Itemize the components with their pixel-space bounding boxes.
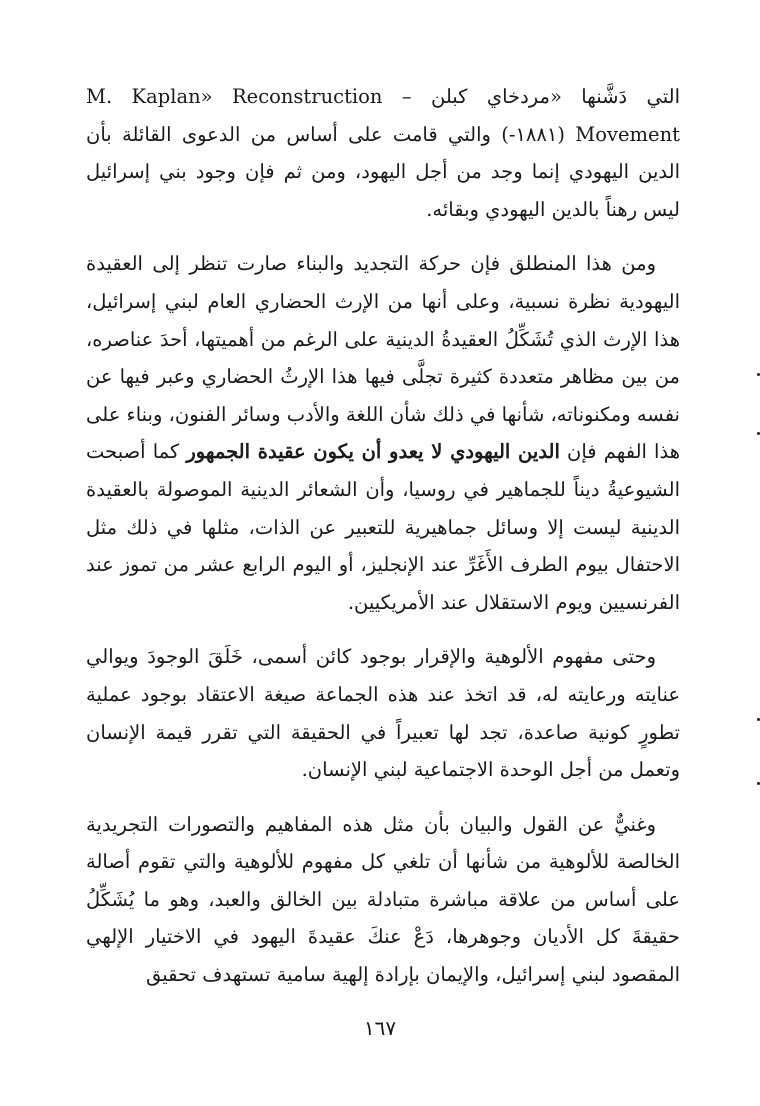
text-run: كما أصبحت الشيوعيةُ ديناً للجماهير في روسيا، وأن الشعائر الدينية الموصولة بالعقيدة الدينية ليست إلا وسائل جماهيرية للتعبير عن الذات، مثلها في ذلك مثل الاحتفال بيوم الطرف الأَغَرِّ عند الإنجليز، أو اليوم الرابع عشر من تموز عند الفرنسيين ويوم الاستقلال عند الأمريكيين. (86, 440, 680, 614)
text-run: وحتى مفهوم الألوهية والإقرار بوجود كائن أسمى، خَلَقَ الوجودَ ويوالي عنايته ورعايته له، قد اتخذ عند هذه الجماعة صيغة الاعتقاد بوجود عملية تطورٍ كونية صاعدة، تجد لها تعبيراً في الحقيقة التي تقرر قيمة الإنسان وتعمل من أجل الوحدة الاجتماعية لبني الإنسان. (86, 645, 680, 782)
paragraph-2 (86, 245, 680, 621)
text-run: ومن هذا المنطلق فإن حركة التجديد والبناء صارت تنظر إلى العقيدة اليهودية نظرة نسبية، وعلى أنها من الإرث الحضاري العام لبني إسرائيل، هذا الإرث الذي تُشَكِّلُ العقيدةُ الدينية على الرغم من أهميتها، أحدَ عناصره، من بين مظاهر متعددة كثيرة تجلَّى فيها هذا الإرثُ الحضاري وعبر فيها عن نفسه ومكنوناته، شأنها في ذلك شأن اللغة والأدب وسائر الفنون، وبناء على هذا الفهم فإن (86, 252, 680, 464)
text-run: وغنيٌّ عن القول والبيان بأن مثل هذه المفاهيم والتصورات التجريدية الخالصة للألوهية من شأنها أن تلغي كل مفهوم للألوهية والتي تقوم أصالة على أساس من علاقة مباشرة متبادلة بين الخالق والعبد، وهو ما يُشَكِّلُ حقيقةَ كل الأديان وجوهرها، دَعْ عنكَ عقيدةَ اليهود في الاختيار الإلهي المقصود لبني إسرائيل، والإيمان بإرادة إلهية سامية تستهدف تحقيق (86, 812, 680, 987)
page-number: ١٦٧ (363, 1016, 397, 1040)
text-run: التي دَشَّنها «مردخاي كبلن – (382, 85, 680, 108)
latin-author-name: M. Kaplan (86, 85, 201, 108)
paragraph-4 (86, 806, 680, 994)
paragraph-1 (86, 78, 680, 228)
page-body (86, 78, 680, 1011)
latin-movement-name: Reconstruction Movement (231, 85, 680, 146)
bold-phrase: الدين اليهودي لا يعدو أن يكون عقيدة الجمهور (186, 440, 560, 464)
text-run: » (200, 85, 232, 108)
text-run: (١٨٨١-) والتي قامت على أساس من الدعوى القائلة بأن الدين اليهودي إنما وجد من أجل اليهود، ومن ثم فإن وجود بني إسرائيل ليس رهناً بالدين اليهودي وبقائه. (86, 122, 680, 221)
paragraph-3 (86, 638, 680, 788)
